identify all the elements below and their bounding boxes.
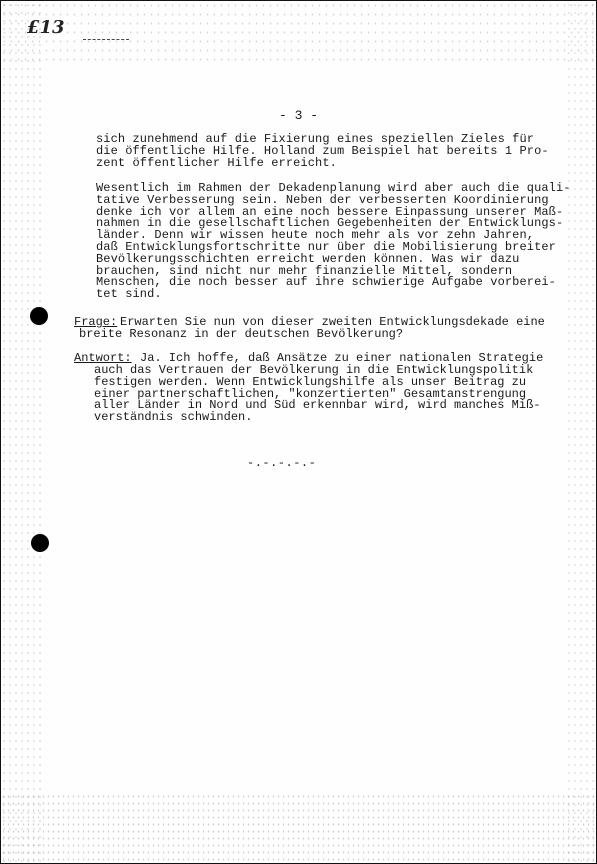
paragraph-1: sich zunehmend auf die Fixierung eines speziellen Zieles für die öffentliche Hilfe. Holland zum Beispiel hat bereits 1 Pro- zent öffentlicher Hilfe erreicht. <box>96 132 549 170</box>
scan-noise-bottom <box>1 793 596 863</box>
scan-noise-right <box>566 1 596 863</box>
question-continuation: breite Resonanz in der deutschen Bevölkerung? <box>79 327 404 341</box>
punch-hole-top <box>30 307 48 325</box>
answer-first-line: Ja. Ich hoffe, daß Ansätze zu einer nationalen Strategie <box>140 351 544 365</box>
punch-hole-bottom <box>31 534 49 552</box>
answer-continuation: auch das Vertrauen der Bevölkerung in die Entwicklungspolitik festigen werden. Wenn Entwicklungshilfe als unser Beitrag zu einer partnerschaftlichen, "konzertierten" Gesamtanstrengung aller Länder in Nord und Süd erkennbar wird, wird manches Miß- verständnis schwinden. <box>94 363 541 425</box>
question-first-line: Erwarten Sie nun von dieser zweiten Entwicklungsdekade eine <box>120 315 545 329</box>
paragraph-2: Wesentlich im Rahmen der Dekadenplanung wird aber auch die quali- tative Verbesserung sein. Neben der verbesserten Koordinierung denke ich vor allem an eine noch bessere Einpassung unserer Maß- nahmen in die gesellschaftlichen Gegebenheiten der Entwicklungs- länder. Denn wir wissen heute noch mehr als vor zehn Jahren, daß Entwicklungsfortschritte nur über die Mobilisierung breiter Bevölkerungsschichten erreicht werden können. Was wir dazu brauchen, sind nicht nur mehr finanzielle Mittel, sondern Menschen, die noch besser auf ihre schwierige Aufgabe vorberei- tet sind. <box>96 181 571 302</box>
answer-label: Antwort: <box>74 351 132 365</box>
end-mark: -.-.-.-.- <box>247 456 317 470</box>
question-label: Frage: <box>74 315 118 329</box>
handwritten-mark: £13 <box>27 17 65 38</box>
scan-noise-top <box>1 1 596 61</box>
handwritten-underline <box>83 39 129 40</box>
scan-noise-left <box>1 1 41 863</box>
page-number: - 3 - <box>278 108 318 123</box>
